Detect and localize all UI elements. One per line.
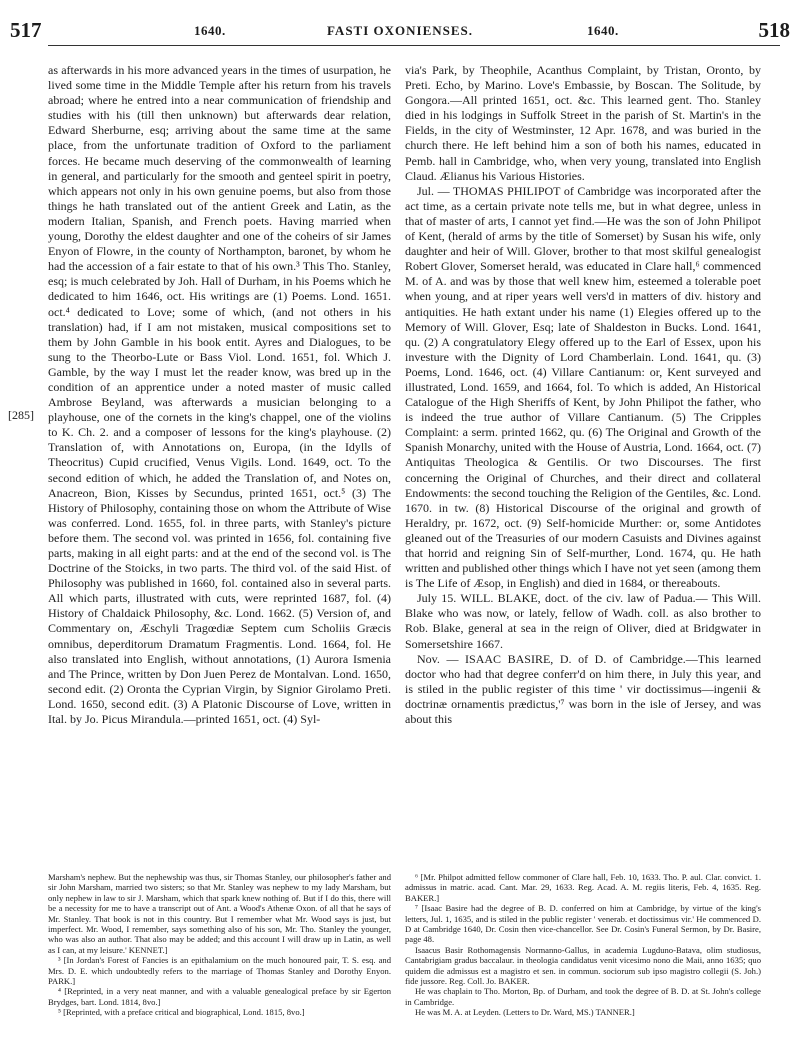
entry-will-blake: July 15. WILL. BLAKE, doct. of the civ. law of Padua.— This Will. Blake who was now, or lately, fellow of Wadh. coll. as also brother to Rob. Blake, general at sea in the reign of Oliver, died at Bridgwater in Somersetshire 1667. [405,591,761,651]
footnote: ³ [In Jordan's Forest of Fancies is an epithalamium on the much honoured pair, T. S. esq. and Mrs. D. E. which undoubtedly refers to the marriage of Thomas Stanley and Dorothy Enyon. PARK.] [48,955,391,987]
left-paragraph: as afterwards in his more advanced years in the times of usurpation, he lived some time in the Middle Temple after his return from his travels abroad; where he entred into a near communication of friendship and studies with his (till then unknown) but afterwards dear relation, Edward Sherburne, esq; arriving about the same time at the same place, from the unfortunate tradition of Oxford to the parliament forces. He became much deserving of the commonwealth of learning in general, and particularly for the smooth and genteel spirit in poetry, which appears not only in his own genuine poems, but also from those things he hath translated out of the antient Greek and Latin, as the modern Italian, Spanish, and French poets. Having married when young, Dorothy the eldest daughter and one of the coheirs of sir James Enyon of Flowre, in the county of Northampton, baronet, by whom he had the accession of a fair estate to that of his own.³ This Tho. Stanley, esq; is much celebrated by Joh. Hall of Durham, in his Poems which he dedicated to him 1646, oct. His writings are (1) Poems. Lond. 1651. oct.⁴ dedicated to Love; some of which, (and not others in his translation) had, if I am not mistaken, musical compositions set to them by John Gamble in his book entit. Ayres and Dialogues, to be sung to the Theorbo-Lute or Bass Viol. Lond. 1651, fol. Which J. Gamble, by the way I must let the reader know, was bred up in the condition of an apprentice under a noted master of music called Ambrose Beyland, was afterwards a musician belonging to a playhouse, one of the cornets in the king's chappel, one of the violins to K. Ch. 2. and a composer of lessons for the king's playhouse. (2) Translation of, with Annotations on, Europa, (in the Idylls of Theocritus) Cupid crucified, Venus Vigils. Lond. 1649, oct. To the second edition of which, he added the Translation of, and Notes on, Anacreon, Bion, Kisses by Secundus, printed 1651, oct.⁵ (3) The History of Philosophy, containing those on whom the Attribute of Wise was conferred. Lond. 1655, fol. in three parts, with Stanley's picture before them. The second vol. was printed in 1656, fol. containing five parts, making in all eight parts: and at the end of the second vol. is The Doctrine of the Stoicks, in two parts. The third vol. of the said Hist. of Philosophy was published in 1660, fol. contained also in several parts. All which parts, illustrated with cuts, were reprinted 1687, fol. (4) History of Chaldaick Philosophy, &c. Lond. 1662. (5) Version of, and Commentary on, Æschyli Tragœdiæ Septem cum Scholiis Græcis omnibus, deperditorum Dramatum Fragmentis. Lond. 1664, fol. He also translated into English, without annotations, (1) Aurora Ismenia and The Prince, written by Don Juen Perez de Montalvan. Lond. 1650, second edit. (2) Oronta the Cyprian Virgin, by Signior Girolamo Preti. Lond. 1650, second edit. (3) A Platonic Discourse of Love, written in Ital. by Jo. Picus Mirandula.—printed 1651, oct. (4) Syl- [48,63,391,727]
page-number-right: 518 [758,18,790,42]
page-number-left: 517 [10,18,42,42]
footnote: ⁷ [Isaac Basire had the degree of B. D. conferred on him at Cambridge, by virtue of the king's letters, Jul. 1, 1635, and is stiled in the public register ' venerab. et doctissimus vir.' He commenced D. D at Cambridge 1640, Dr. Cosin then vice-chancellor. See Dr. Cosin's Funeral Sermon, by Dr. Basire, page 48. [405,903,761,945]
running-year-right: 1640. [587,23,619,38]
entry-thomas-philipot: Jul. — THOMAS PHILIPOT of Cambridge was incorporated after the act time, as a certain private note tells me, but in what degree, unless in that of master of arts, I cannot yet find.—He was the son of John Philipot of Kent, (herald of arms by the title of Somerset) by Susan his wife, only daughter and heir of Will. Glover, brother to that most skilful genealogist Robert Glover, Somerset herald, was educated in Clare hall,⁶ commenced M. of A. and was by those that well knew him, esteemed a tolerable poet when young, and at riper years well vers'd in matters of div. history and antiquities. He hath extant under his name (1) Elegies offered up to the Memory of Will. Glover, Esq; late of Shaldeston in Bucks. Lond. 1641, qu. (2) A congratulatory Elegy offered up to the Earl of Essex, upon his investure with the Dignity of Lord Chamberlain. Lond. 1641, qu. (3) Poems, Lond. 1646, oct. (4) Villare Cantianum: or, Kent surveyed and illustrated, Lond. 1659, and 1664, fol. To which is added, An Historical Catalogue of the High Sheriffs of Kent, by John Philipot the father, who is indeed the true author of Villare Cantianum. (5) The Cripples Complaint: a serm. printed 1662, qu. (6) The Original and Growth of the Spanish Monarchy, united with the House of Austria, Lond. 1664, oct. (7) Antiquitas Theologica & Gentilis. Or two Discourses. The first concerning the Original of Churches, and their direct and collateral Endowments: the second touching the Religion of the Gentiles, &c. Lond. 1670. in tw. (8) Historical Discourse of the original and growth of Heraldry, pr. 1672, oct. (9) Self-homicide Murther: or, some Antidotes gleaned out of the Treasuries of our modern Casuists and Divines against that horrid and reigning Sin of Self-murther, Lond. 1674, qu. He hath written and published other things which I have not yet seen (among them is The Life of Æsop, in English) and died in 1684, or thereabouts. [405,183,761,591]
left-column [48,63,391,727]
page-header [10,18,790,40]
footnote: Marsham's nephew. But the nephewship was thus, sir Thomas Stanley, our philosopher's father and sir John Marsham, married two sisters; so that Mr. Stanley was nephew to my lady Marsham, but only nephew in law to sir J. Marsham, which that spark knew nothing of. But if I do this, there will be a necessity for me to have a transcript out of Ant. a Wood's Athenæ Oxon. of all that he says of Mr. Stanley. That book is not in this country. But I remember what Mr. Wood says is just, but imperfect. Mr. Wood, I remember, says something also of his son, Mr. Tho. Stanley the younger, who was also an author. That also may be added; and this account I will draw up in Latin, as well as I can, at my leisure.' KENNET.] [48,872,391,955]
entry-isaac-basire: Nov. — ISAAC BASIRE, D. of D. of Cambridge.—This learned doctor who had that degree conferr'd on him there, in July this year, and is stiled in the public register of this time ' vir doctissimus—ingenii & doctrinæ ornamentis prædictus,'⁷ was born in the isle of Jersey, and was about this [405,651,761,727]
right-paragraph-stanley-end: via's Park, by Theophile, Acanthus Complaint, by Tristan, Oronto, by Preti. Echo, by Marino. Love's Embassie, by Boscan. The Solitude, by Gongora.—All printed 1651, oct. &c. This learned gent. Tho. Stanley died in his lodgings in Suffolk Street in the parish of St. Martin's in the Fields, in the city of Westminster, 12 Apr. 1678, and was buried in the church there. He left behind him a son of both his names, educated in Pemb. hall in Cambridge, who, when very young, translated into English Claud. Ælianus his Various Histories. [405,63,761,183]
footnotes-left [48,872,391,1018]
footnote: He was chaplain to Tho. Morton, Bp. of Durham, and took the degree of B. D. at St. John's college in Cambridge. [405,986,761,1007]
footnote: ⁴ [Reprinted, in a very neat manner, and with a valuable genealogical preface by sir Egerton Brydges, bart. Lond. 1814, 8vo.] [48,986,391,1007]
right-column [405,63,761,727]
running-year-left: 1640. [194,23,226,38]
footnote: Isaacus Basir Rothomagensis Normanno-Gallus, in academia Lugduno-Batava, olim studiosus, Cantabrigiam gradus baccalaur. in theologia candidatus venit vicesimo nono die Maii, anno 1635; quo quidem die admissus est a magistro et sen. in commun. sociorum sub ipso magistro collegii (S. Joh.) fide jussore. Reg. Coll. Jo. BAKER. [405,944,761,987]
footnote: ⁶ [Mr. Philpot admitted fellow commoner of Clare hall, Feb. 10, 1633. Tho. P. aul. Clar. convict. 1. admissus in matric. acad. Cant. Mar. 29, 1633. Reg. Acad. A. M. regiis literis, Feb. 4, 1635. Reg. BAKER.] [405,872,761,903]
footnotes-right [405,872,761,1018]
marginal-page-reference: [285] [8,408,34,422]
footnote: He was M. A. at Leyden. (Letters to Dr. Ward, MS.) TANNER.] [415,1007,635,1018]
running-title: FASTI OXONIENSES. [326,23,474,38]
footnote: ⁵ [Reprinted, with a preface critical and biographical, Lond. 1815, 8vo.] [58,1007,305,1018]
header-rule [48,45,780,46]
